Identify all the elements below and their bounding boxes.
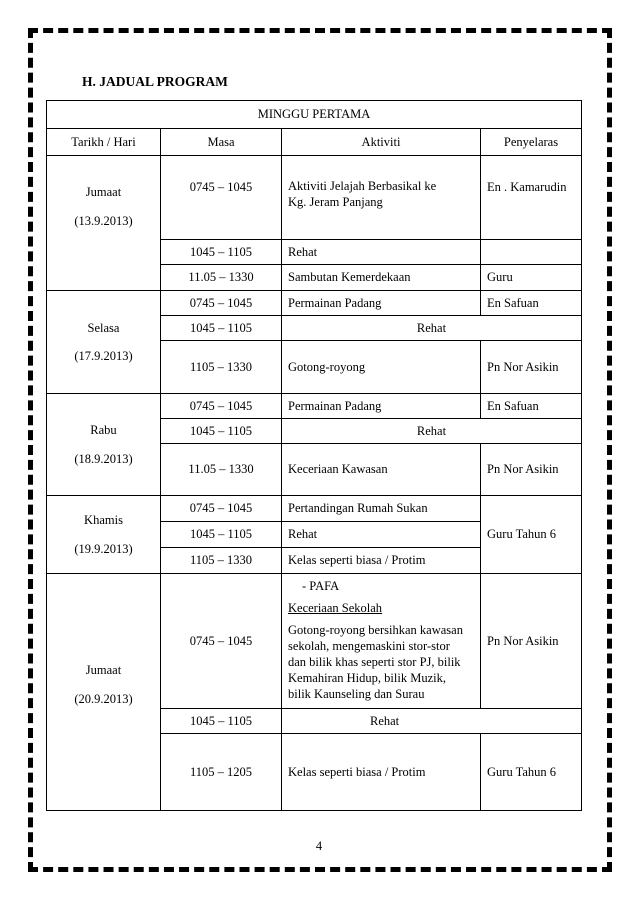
day-date: (18.9.2013) [74, 451, 133, 466]
activity-cell: Gotong-royong [282, 341, 481, 394]
coordinator-cell: Guru [481, 265, 582, 291]
coordinator-cell: Pn Nor Asikin [481, 341, 582, 394]
activity-cell: Keceriaan Kawasan [282, 444, 481, 496]
day-cell [47, 156, 161, 291]
coordinator-cell: Pn Nor Asikin [481, 444, 582, 496]
day-cell [47, 496, 161, 574]
day-name: Jumaat [85, 663, 122, 677]
activity-cell: Kelas seperti biasa / Protim [282, 548, 481, 574]
activity-cell: Pertandingan Rumah Sukan [282, 496, 481, 522]
table-row [47, 574, 582, 709]
day-name: Rabu [90, 423, 117, 437]
header-row [47, 129, 582, 156]
header-time: Masa [161, 129, 282, 156]
activity-line: Kemahiran Hidup, bilik Muzik, [288, 671, 446, 685]
activity-cell: Rehat [282, 522, 481, 548]
activity-subheading: Keceriaan Sekolah [288, 601, 383, 615]
activity-line: bilik Kaunseling dan Surau [288, 687, 425, 701]
time-cell: 1045 – 1105 [161, 419, 282, 444]
activity-cell-break: Rehat [282, 419, 582, 444]
day-date: (17.9.2013) [74, 349, 133, 363]
time-cell: 1045 – 1105 [161, 316, 282, 341]
time-cell: 1045 – 1105 [161, 709, 282, 734]
activity-bullet: - PAFA [302, 579, 340, 593]
coordinator-cell [481, 240, 582, 265]
activity-cell: Permainan Padang [282, 291, 481, 316]
day-date: (20.9.2013) [74, 691, 133, 706]
day-cell [47, 574, 161, 811]
activity-cell: Sambutan Kemerdekaan [282, 265, 481, 291]
coordinator-cell: Guru Tahun 6 [481, 496, 582, 574]
coordinator-cell: Guru Tahun 6 [481, 734, 582, 811]
week-title: MINGGU PERTAMA [47, 101, 582, 129]
activity-cell-break: Rehat [282, 316, 582, 341]
activity-cell: Kelas seperti biasa / Protim [282, 734, 481, 811]
time-cell: 11.05 – 1330 [161, 265, 282, 291]
coordinator-cell: Pn Nor Asikin [481, 574, 582, 709]
activity-cell [282, 574, 481, 709]
time-cell: 0745 – 1045 [161, 394, 282, 419]
time-cell: 0745 – 1045 [161, 574, 282, 709]
time-cell: 0745 – 1045 [161, 291, 282, 316]
time-cell: 0745 – 1045 [161, 496, 282, 522]
activity-cell [282, 156, 481, 240]
time-cell: 1045 – 1105 [161, 240, 282, 265]
header-coordinator: Penyelaras [481, 129, 582, 156]
activity-line: Aktiviti Jelajah Berbasikal ke [288, 179, 437, 193]
page-number: 4 [315, 839, 323, 853]
day-date: (13.9.2013) [74, 213, 133, 228]
activity-line: Kg. Jeram Panjang [288, 195, 383, 209]
table-row [47, 156, 582, 240]
activity-cell-break: Rehat [282, 709, 582, 734]
header-activity: Aktiviti [282, 129, 481, 156]
day-date: (19.9.2013) [74, 541, 133, 556]
coordinator-cell: En Safuan [481, 394, 582, 419]
day-name: Selasa [87, 320, 120, 335]
time-cell: 1045 – 1105 [161, 522, 282, 548]
activity-line: sekolah, mengemaskini stor-stor [288, 639, 450, 653]
day-name: Khamis [84, 513, 123, 527]
coordinator-cell: En . Kamarudin [481, 156, 582, 240]
program-schedule-table [46, 100, 582, 811]
table-row [47, 496, 582, 522]
time-cell: 0745 – 1045 [161, 156, 282, 240]
coordinator-cell: En Safuan [481, 291, 582, 316]
day-name: Jumaat [85, 185, 122, 199]
week-title-row [47, 101, 582, 129]
table-row [47, 394, 582, 419]
time-cell: 11.05 – 1330 [161, 444, 282, 496]
table-row [47, 291, 582, 316]
activity-cell: Permainan Padang [282, 394, 481, 419]
activity-cell: Rehat [282, 240, 481, 265]
day-cell [47, 394, 161, 496]
day-cell [47, 291, 161, 394]
activity-line: Gotong-royong bersihkan kawasan [288, 623, 463, 637]
section-heading: H. JADUAL PROGRAM [82, 74, 228, 89]
time-cell: 1105 – 1205 [161, 734, 282, 811]
time-cell: 1105 – 1330 [161, 548, 282, 574]
time-cell: 1105 – 1330 [161, 341, 282, 394]
activity-line: dan bilik khas seperti stor PJ, bilik [288, 655, 461, 669]
header-date: Tarikh / Hari [47, 129, 161, 156]
